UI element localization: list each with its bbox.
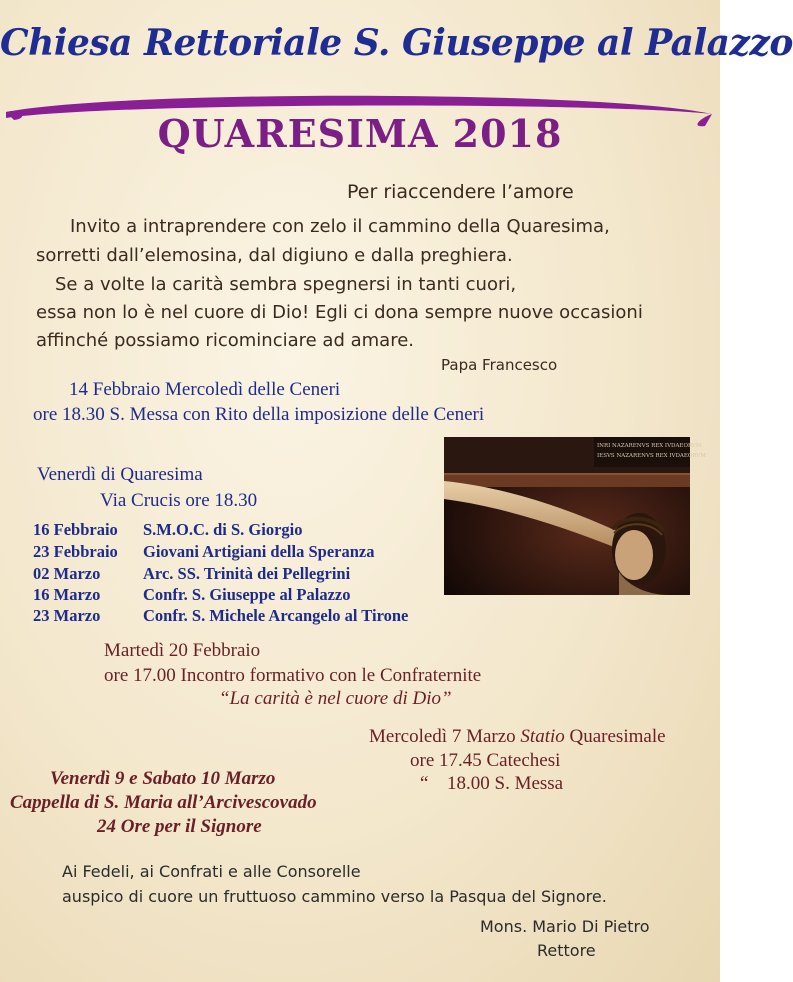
ash-wednesday-line-1: 14 Febbraio Mercoledì delle Ceneri: [69, 379, 341, 400]
tuesday-meeting-date: Martedì 20 Febbraio: [104, 640, 261, 661]
message-line-3: Se a volte la carità sembra spegnersi in tanti cuori,: [55, 274, 517, 295]
adoration-dates: Venerdì 9 e Sabato 10 Marzo: [50, 768, 276, 789]
adoration-title: 24 Ore per il Signore: [97, 816, 262, 837]
fridays-subheading: Via Crucis ore 18.30: [100, 490, 258, 511]
message-line-5: affinché possiamo ricominciare ad amare.: [36, 330, 414, 351]
adoration-place: Cappella di S. Maria all’Arcivescovado: [10, 792, 317, 813]
ash-wednesday-line-2: ore 18.30 S. Messa con Rito della imposizione delle Ceneri: [33, 404, 485, 425]
statio-label: Quaresimale: [564, 726, 666, 747]
statio-date: Mercoledì 7 Marzo: [369, 726, 521, 747]
message-line-2: sorretti dall’elemosina, dal digiuno e dalla preghiera.: [36, 245, 513, 266]
message-author: Papa Francesco: [441, 356, 558, 374]
statio-mass: 18.00 S. Messa: [447, 773, 564, 794]
inscription-line-2: IESVS NAZARENVS REX IVDAEORVM: [597, 453, 706, 459]
closing-line-1: Ai Fedeli, ai Confrati e alle Consorelle: [62, 862, 361, 881]
schedule-event: Confr. S. Giuseppe al Palazzo: [143, 585, 351, 604]
crucifix-image: [444, 437, 706, 595]
schedule-date: 23 Febbraio: [33, 542, 118, 561]
schedule-date: 02 Marzo: [33, 564, 101, 583]
schedule-date: 16 Marzo: [33, 585, 101, 604]
schedule-date: 23 Marzo: [33, 606, 101, 625]
fridays-heading: Venerdì di Quaresima: [37, 464, 203, 485]
inscription-line-1: INRI NAZARENVS REX IVDAEORVM: [597, 443, 702, 449]
message-line-4: essa non lo è nel cuore di Dio! Egli ci dona sempre nuove occasioni: [36, 302, 643, 323]
church-title: Chiesa Rettoriale S. Giuseppe al Palazzo: [0, 22, 793, 64]
tuesday-meeting-time: ore 17.00 Incontro formativo con le Confraternite: [104, 665, 482, 686]
schedule-event: Giovani Artigiani della Speranza: [143, 542, 375, 561]
statio-line-1: [369, 726, 666, 748]
schedule-event: Arc. SS. Trinità dei Pellegrini: [143, 564, 351, 583]
closing-line-2: auspico di cuore un fruttuoso cammino verso la Pasqua del Signore.: [62, 887, 607, 906]
schedule-event: Confr. S. Michele Arcangelo al Tirone: [143, 606, 409, 625]
signature-name: Mons. Mario Di Pietro: [480, 917, 650, 936]
tuesday-meeting-theme: “La carità è nel cuore di Dio”: [219, 688, 452, 709]
season-title: QUARESIMA 2018: [157, 111, 563, 156]
message-line-1: Invito a intraprendere con zelo il cammino della Quaresima,: [70, 216, 610, 237]
signature-title: Rettore: [537, 941, 596, 960]
message-heading: Per riaccendere l’amore: [347, 181, 574, 203]
statio-word: Statio: [520, 726, 565, 747]
schedule-date: 16 Febbraio: [33, 520, 118, 539]
schedule-event: S.M.O.C. di S. Giorgio: [143, 520, 303, 539]
statio-catechesi: ore 17.45 Catechesi: [410, 750, 561, 771]
statio-mass-mark: “: [420, 773, 429, 794]
